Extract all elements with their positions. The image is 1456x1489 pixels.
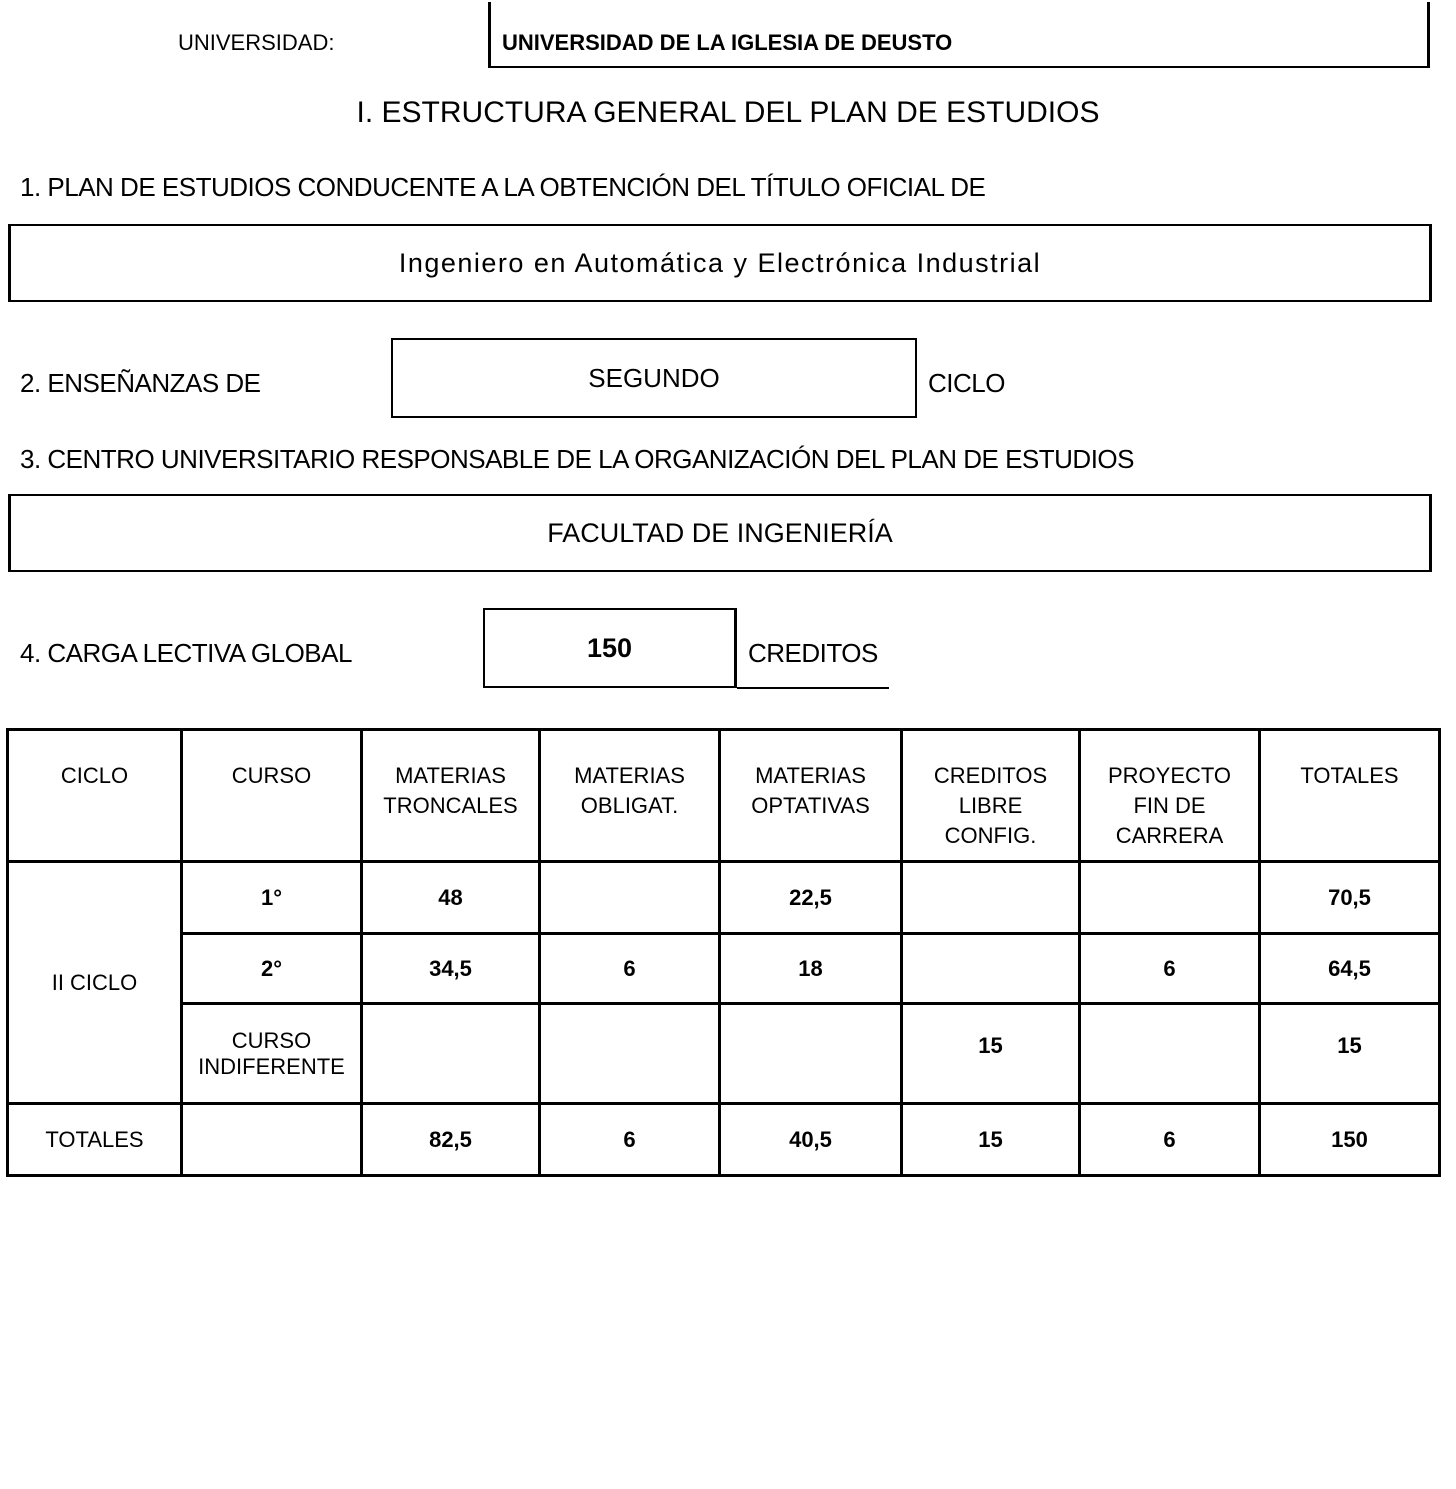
libre-cell	[902, 934, 1080, 1004]
obligat-cell: 6	[540, 1104, 720, 1176]
table-header-row	[8, 730, 1440, 862]
header-cell-obligat	[540, 730, 720, 862]
optativas-cell	[720, 1004, 902, 1104]
proyecto-cell	[1080, 862, 1260, 934]
header-text: MATERIAS	[395, 763, 506, 788]
totales-cell: 70,5	[1260, 862, 1440, 934]
header-text: PROYECTO	[1107, 763, 1232, 788]
header-text: OPTATIVAS	[751, 793, 870, 818]
header-text: CREDITOS	[933, 763, 1048, 788]
degree-title-box	[8, 224, 1432, 302]
header-text: CONFIG.	[944, 823, 1037, 848]
obligat-cell	[540, 862, 720, 934]
header-text: MATERIAS	[755, 763, 866, 788]
totales-cell: 64,5	[1260, 934, 1440, 1004]
libre-cell: 15	[902, 1004, 1080, 1104]
credits-underline	[737, 687, 889, 689]
header-cell-libre	[902, 730, 1080, 862]
optativas-cell: 22,5	[720, 862, 902, 934]
university-label: UNIVERSIDAD:	[178, 30, 335, 55]
credits-box	[483, 608, 737, 688]
credits-table	[6, 728, 1441, 1177]
proyecto-cell: 6	[1080, 934, 1260, 1004]
header-cell-troncales	[362, 730, 540, 862]
faculty-value: FACULTAD DE INGENIERÍA	[547, 517, 893, 548]
header-text: CARRERA	[1115, 823, 1224, 848]
credits-suffix: CREDITOS	[748, 638, 878, 668]
totales-cell: 15	[1260, 1004, 1440, 1104]
header-text: MATERIAS	[574, 763, 685, 788]
header-text: CICLO	[60, 763, 129, 788]
totals-row	[8, 1104, 1440, 1176]
header-cell-totales	[1260, 730, 1440, 862]
troncales-cell: 48	[362, 862, 540, 934]
curso-cell: 2°	[182, 934, 362, 1004]
section2-label: 2. ENSEÑANZAS DE	[20, 368, 261, 398]
curso-cell: 1°	[182, 862, 362, 934]
troncales-cell: 34,5	[362, 934, 540, 1004]
degree-title: Ingeniero en Automática y Electrónica Industrial	[398, 247, 1042, 278]
optativas-cell: 18	[720, 934, 902, 1004]
header-text: LIBRE	[958, 793, 1023, 818]
curso-line: CURSO	[231, 1027, 312, 1053]
cycle-value: SEGUNDO	[588, 362, 720, 393]
totales-cell: 150	[1260, 1104, 1440, 1176]
optativas-cell: 40,5	[720, 1104, 902, 1176]
proyecto-cell: 6	[1080, 1104, 1260, 1176]
section4-label: 4. CARGA LECTIVA GLOBAL	[20, 638, 352, 668]
section1-label: 1. PLAN DE ESTUDIOS CONDUCENTE A LA OBTENCIÓN DEL TÍTULO OFICIAL DE	[20, 172, 986, 202]
header-cell-curso	[182, 730, 362, 862]
section3-label: 3. CENTRO UNIVERSITARIO RESPONSABLE DE LA ORGANIZACIÓN DEL PLAN DE ESTUDIOS	[20, 444, 1134, 474]
obligat-cell	[540, 1004, 720, 1104]
credits-value: 150	[586, 632, 633, 663]
curso-cell	[182, 1004, 362, 1104]
header-cell-optativas	[720, 730, 902, 862]
header-text: FIN DE	[1133, 793, 1206, 818]
header-cell-proyecto	[1080, 730, 1260, 862]
header-text: CURSO	[231, 763, 312, 788]
totals-label-cell: TOTALES	[8, 1104, 182, 1176]
header-cell-ciclo	[8, 730, 182, 862]
faculty-box	[8, 494, 1432, 572]
table-row	[8, 934, 1440, 1004]
proyecto-cell	[1080, 1004, 1260, 1104]
cycle-suffix: CICLO	[928, 368, 1005, 398]
troncales-cell	[362, 1004, 540, 1104]
header-text: TRONCALES	[383, 793, 518, 818]
page-title: I. ESTRUCTURA GENERAL DEL PLAN DE ESTUDIOS	[356, 96, 1100, 129]
cycle-box	[391, 338, 917, 418]
table-row	[8, 1004, 1440, 1104]
ciclo-cell: II CICLO	[8, 862, 182, 1104]
curso-line: INDIFERENTE	[198, 1053, 345, 1079]
obligat-cell: 6	[540, 934, 720, 1004]
header-text: OBLIGAT.	[580, 793, 679, 818]
curso-cell	[182, 1104, 362, 1176]
libre-cell: 15	[902, 1104, 1080, 1176]
university-value: UNIVERSIDAD DE LA IGLESIA DE DEUSTO	[502, 30, 953, 55]
header-text: TOTALES	[1300, 763, 1399, 788]
troncales-cell: 82,5	[362, 1104, 540, 1176]
libre-cell	[902, 862, 1080, 934]
table-row	[8, 862, 1440, 934]
